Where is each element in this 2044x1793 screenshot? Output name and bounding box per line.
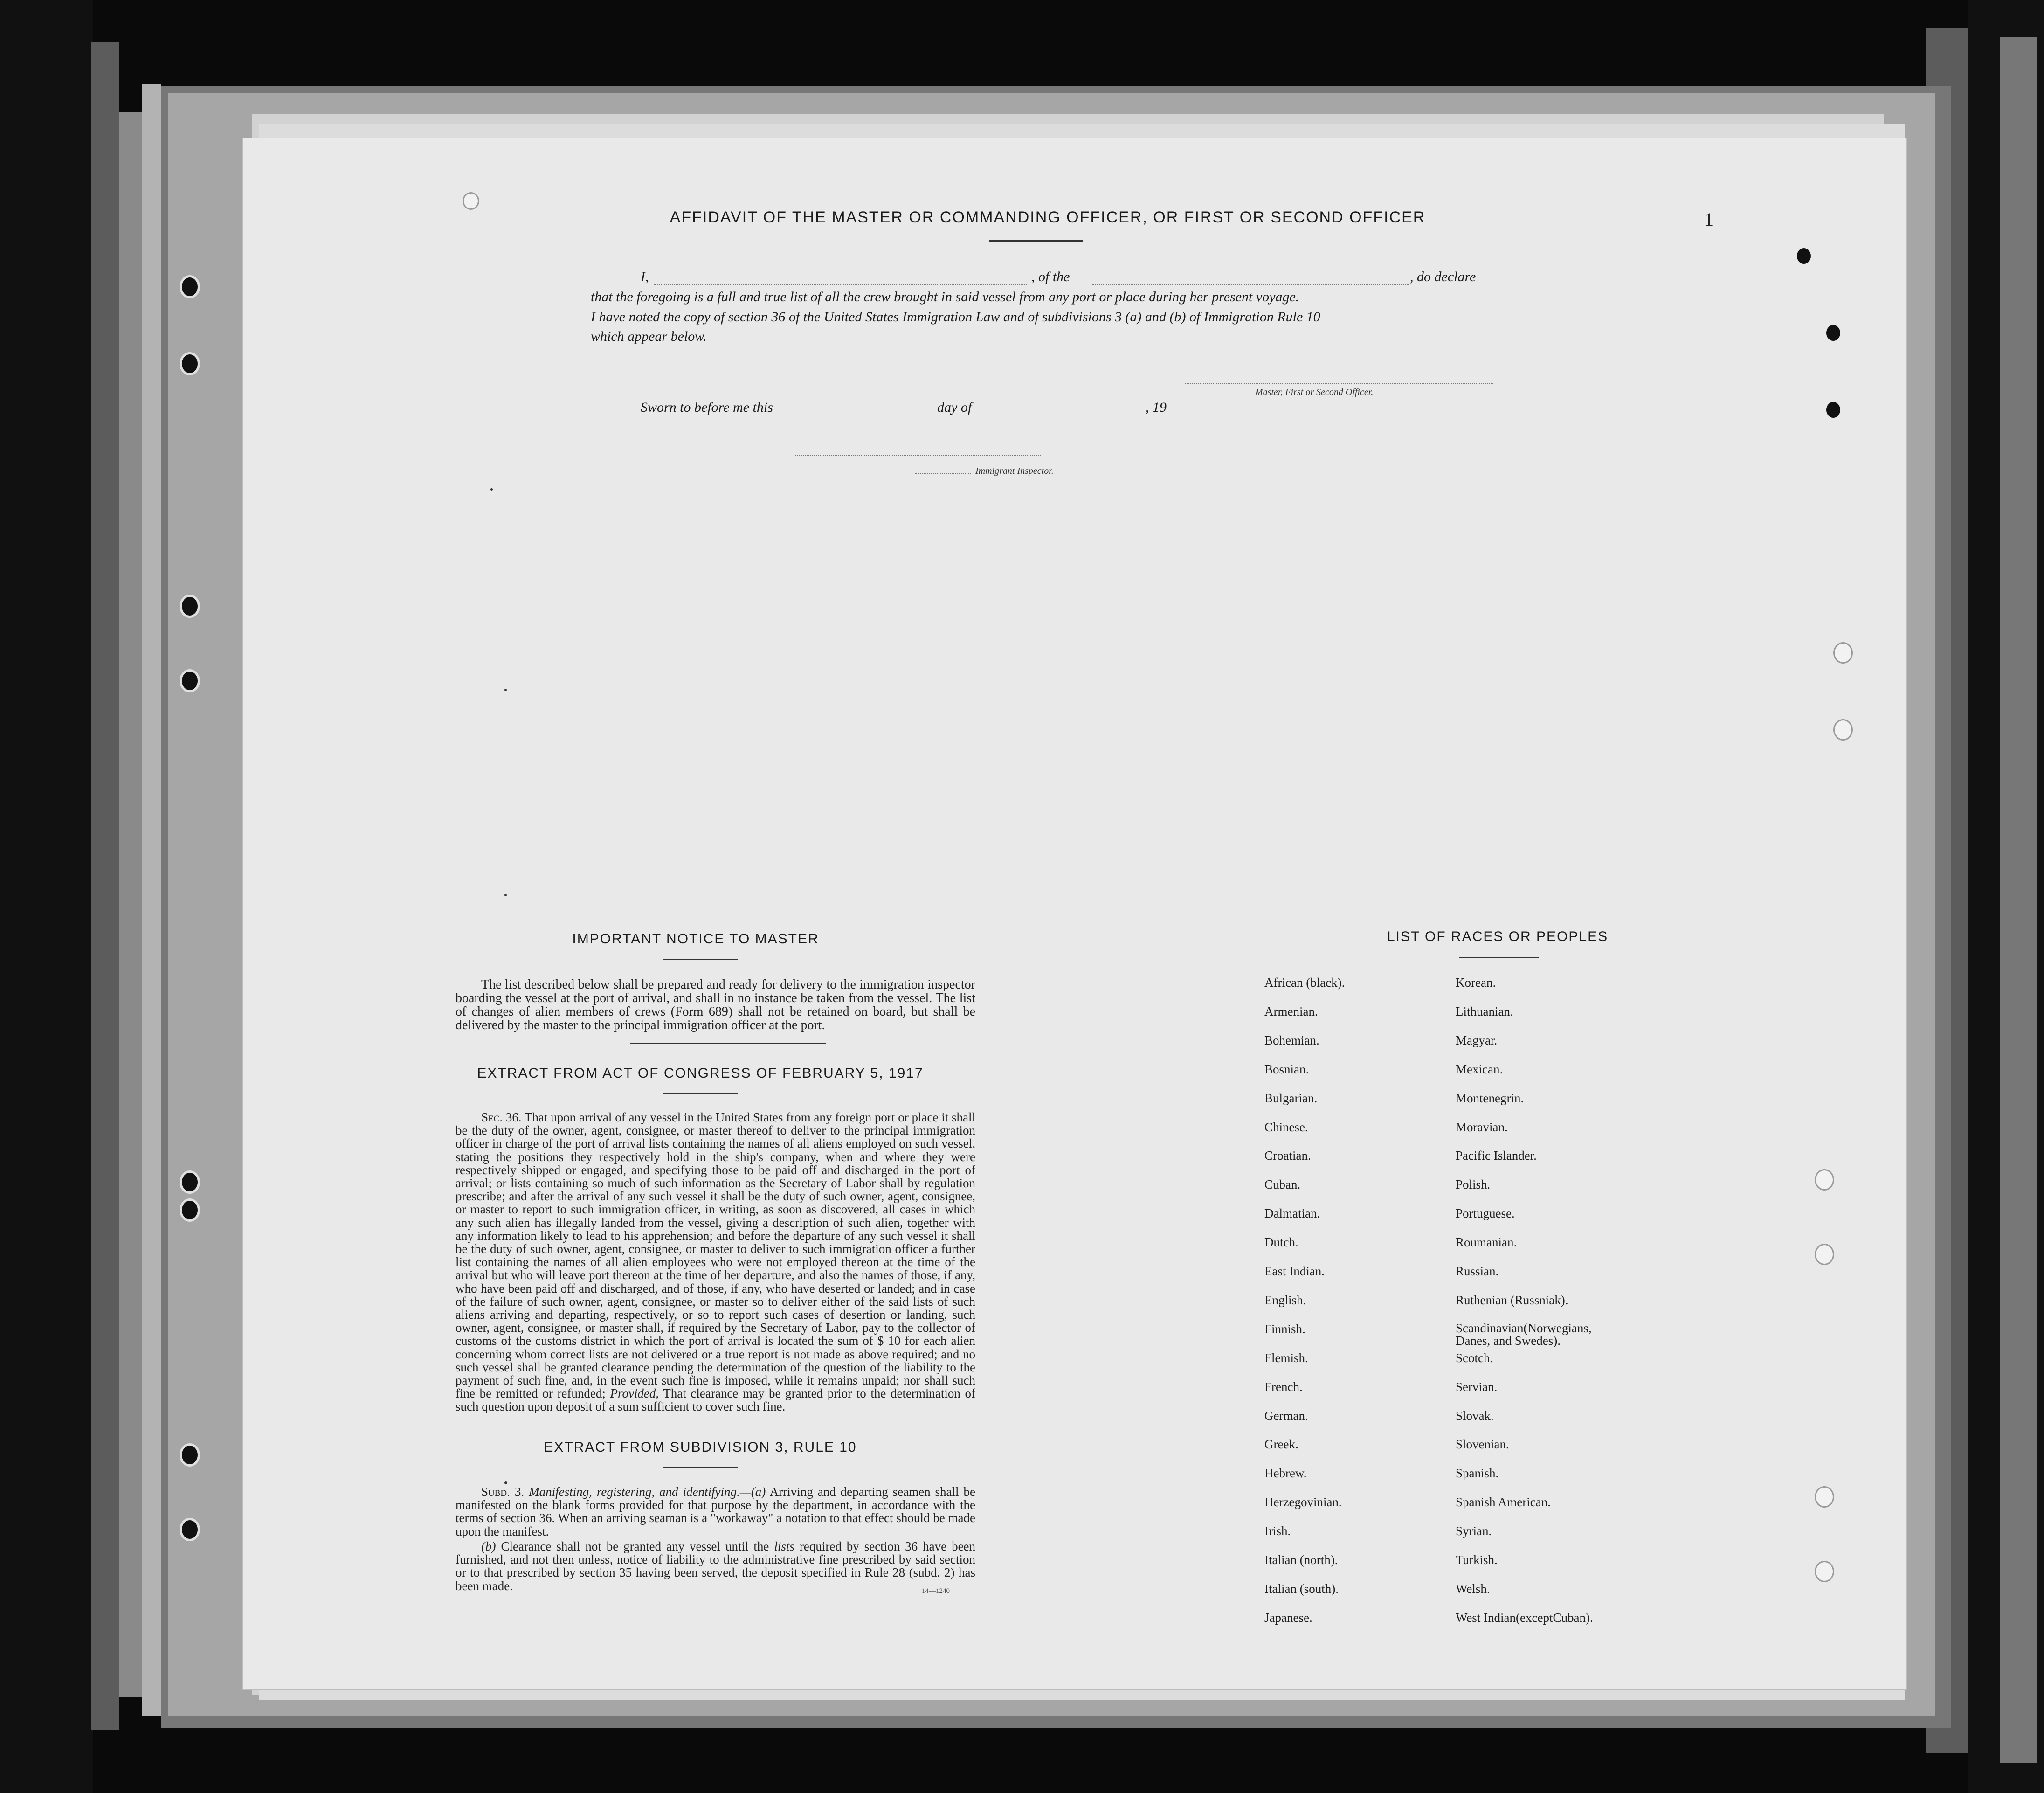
race-item: Lithuanian. bbox=[1456, 1004, 1513, 1018]
act-title: EXTRACT FROM ACT OF CONGRESS OF FEBRUARY 5, 1917 bbox=[477, 1066, 924, 1081]
race-item: Russian. bbox=[1456, 1264, 1499, 1278]
master-caption: Master, First or Second Officer. bbox=[1255, 387, 1374, 397]
act-section-tail: That clearance may be granted prior to the determination of such question upon deposit of a sum sufficient to cover such fine. bbox=[456, 1386, 976, 1414]
affidavit-of-the: , of the bbox=[1031, 269, 1070, 284]
inspector-signature-line[interactable] bbox=[794, 455, 1041, 456]
stray-mark bbox=[504, 689, 507, 691]
race-item: Greek. bbox=[1264, 1437, 1298, 1452]
race-item: Bosnian. bbox=[1264, 1062, 1309, 1076]
binder-strip-left-inner bbox=[119, 112, 142, 1697]
stray-mark bbox=[504, 1481, 507, 1484]
punch-mark bbox=[1797, 248, 1811, 264]
page-hole bbox=[463, 192, 479, 210]
page-hole bbox=[1815, 1244, 1834, 1265]
form-code: 14—1240 bbox=[922, 1587, 950, 1595]
race-item: Ruthenian (Russniak). bbox=[1456, 1293, 1568, 1307]
race-item: Magyar. bbox=[1456, 1033, 1498, 1047]
sworn-day-of: day of bbox=[937, 400, 972, 415]
race-item: English. bbox=[1264, 1293, 1306, 1307]
race-item: Finnish. bbox=[1264, 1322, 1305, 1336]
rule-subd-heading: Manifesting, registering, and identifying.—(a) bbox=[529, 1485, 766, 1499]
page-hole bbox=[1833, 642, 1853, 664]
affidavit-declare: , do declare bbox=[1410, 269, 1476, 284]
race-item: Italian (north). bbox=[1264, 1553, 1338, 1567]
race-item: Cuban. bbox=[1264, 1177, 1301, 1192]
races-title: LIST OF RACES OR PEOPLES bbox=[1387, 929, 1609, 944]
affidavit-line-2: that the foregoing is a full and true list of all the crew brought in said vessel from any port or place during her present voyage. bbox=[591, 289, 1299, 305]
binder-strip-left bbox=[91, 42, 119, 1730]
form-page bbox=[242, 138, 1907, 1690]
binder-hole bbox=[180, 1518, 200, 1541]
race-item: Mexican. bbox=[1456, 1062, 1503, 1076]
race-item: Roumanian. bbox=[1456, 1235, 1517, 1250]
race-item: Spanish American. bbox=[1456, 1495, 1551, 1509]
race-item: Dalmatian. bbox=[1264, 1206, 1320, 1221]
act-section-lead: Sec. 36. bbox=[481, 1110, 522, 1124]
act-provided: Provided, bbox=[610, 1386, 659, 1401]
race-item: Korean. bbox=[1456, 976, 1496, 990]
race-item: East Indian. bbox=[1264, 1264, 1325, 1278]
affidavit-i: I, bbox=[641, 269, 649, 284]
race-item: Portuguese. bbox=[1456, 1206, 1515, 1221]
page-number: 1 bbox=[1704, 209, 1713, 230]
rule-b-lists: lists bbox=[774, 1539, 794, 1553]
race-item: Bulgarian. bbox=[1264, 1091, 1318, 1105]
film-edge-left bbox=[0, 0, 93, 1793]
binder-hole bbox=[180, 275, 200, 298]
race-item: Armenian. bbox=[1264, 1004, 1318, 1018]
master-signature-line[interactable] bbox=[1185, 383, 1493, 384]
notice-text: The list described below shall be prepared and ready for delivery to the immigration inspector boarding the vessel at the port of arrival, and shall in no instance be taken from the vessel. The list of changes of alien members of crews (Form 689) shall not be retained on board, but shall be delivered by the master to the principal immigration officer at the port. bbox=[456, 977, 975, 1032]
affidavit-line-1 bbox=[243, 269, 1829, 288]
act-text bbox=[456, 1111, 975, 1413]
stray-mark bbox=[490, 488, 493, 491]
race-item: Italian (south). bbox=[1264, 1581, 1339, 1596]
race-item: African (black). bbox=[1264, 976, 1345, 990]
race-item: Herzegovinian. bbox=[1264, 1495, 1342, 1509]
rule-b-lead: (b) bbox=[481, 1539, 496, 1553]
race-item: Montenegrin. bbox=[1456, 1091, 1524, 1105]
race-item: Welsh. bbox=[1456, 1581, 1490, 1596]
race-item: Hebrew. bbox=[1264, 1466, 1307, 1481]
sworn-year: , 19 bbox=[1146, 400, 1167, 415]
rule-b-text bbox=[456, 1540, 975, 1592]
race-item: Spanish. bbox=[1456, 1466, 1499, 1481]
affidavit-title: AFFIDAVIT OF THE MASTER OR COMMANDING OFFICER, OR FIRST OR SECOND OFFICER bbox=[670, 208, 1426, 226]
race-item: Servian. bbox=[1456, 1379, 1498, 1394]
notice-title-rule bbox=[663, 959, 738, 960]
race-item: Irish. bbox=[1264, 1524, 1291, 1538]
inspector-caption-lead bbox=[915, 473, 971, 474]
rule-title-rule bbox=[663, 1467, 738, 1468]
race-item: Polish. bbox=[1456, 1177, 1491, 1192]
name-blank[interactable] bbox=[654, 284, 1027, 285]
race-item: French. bbox=[1264, 1379, 1303, 1394]
sworn-line bbox=[243, 400, 1829, 418]
race-item: West Indian(exceptCuban). bbox=[1456, 1610, 1593, 1625]
title-rule bbox=[989, 240, 1083, 242]
notice-divider bbox=[630, 1043, 826, 1044]
sworn-label: Sworn to before me this bbox=[641, 400, 773, 415]
rule-b-body-2: required by section 36 have been furnished, and not then unless, notice of liability to the administrative fine prescribed by said section or to that prescribed by section 35 having been served, the deposit specified in Rule 28 (subd. 2) has been made. bbox=[456, 1539, 976, 1593]
race-item: German. bbox=[1264, 1408, 1308, 1423]
binder-strip-left-edge bbox=[142, 84, 161, 1716]
race-item: Turkish. bbox=[1456, 1553, 1498, 1567]
page-hole bbox=[1815, 1169, 1834, 1191]
rule-subd-body: Arriving and departing seamen shall be manifested on the blank forms provided for that purpose by the department, in accordance with the terms of section 36. When an arriving seaman is a "workaway" a notation to that effect should be made upon the manifest. bbox=[456, 1485, 976, 1538]
rule-subd-text bbox=[456, 1485, 975, 1538]
stray-mark bbox=[504, 894, 507, 896]
race-item: Moravian. bbox=[1456, 1120, 1508, 1134]
race-item: Scandinavian(Norwegians, Danes, and Swedes). bbox=[1456, 1321, 1592, 1348]
race-item: Bohemian. bbox=[1264, 1033, 1319, 1047]
notice-title: IMPORTANT NOTICE TO MASTER bbox=[572, 931, 819, 947]
binder-hole bbox=[180, 352, 200, 375]
page-hole bbox=[1833, 719, 1853, 741]
binder-hole bbox=[180, 1443, 200, 1467]
rule-subd-lead: Subd. 3. bbox=[481, 1485, 525, 1499]
binder-hole bbox=[180, 669, 200, 692]
affidavit-line-4: which appear below. bbox=[591, 329, 707, 344]
races-title-rule bbox=[1459, 957, 1539, 958]
act-section-body: That upon arrival of any vessel in the United States from any foreign port or place it shall be the duty of the owner, agent, consignee, or master thereof to deliver to the principal immigration officer in charge of the port of arrival lists containing the names of all aliens employed on such vessel, stating the positions they respectively hold in the ship's company, when and where they were respectively shipped or engaged, and specifying those to be paid off and discharged in the port of arrival; or lists containing so much of such information as the Secretary of Labor shall by regulation prescribe; and after the arrival of any such vessel it shall be the duty of such owner, agent, consignee, or master to report to such immigration officer, in writing, as soon as discovered, all cases in which any such alien has illegally landed from the vessel, giving a description of such alien, together with any information likely to lead to his apprehension; and before the departure of any such vessel it shall be the duty of such owner, agent, consignee, or master to deliver to such immigration officer a further list containing the names of all alien employees who were not employed thereon at the time of the arrival but who will leave port thereon at the time of her departure, and also the names of those, if any, who have been paid off and discharged, and of those, if any, who have deserted or landed; and in case of the failure of such owner, agent, consignee, or master so to deliver either of the said lists of such aliens arriving and departing, respectively, or so to report such cases of desertion or landing, such owner, agent, consignee, or master shall, if required by the Secretary of Labor, pay to the collector of customs of the customs district in which the port of arrival is located the sum of $ 10 for each alien concerning whom correct lists are not delivered or a true report is not made as above required; and no such vessel shall be granted clearance pending the determination of the question of the liability to the payment of such fine, and, in the event such fine is imposed, while it remains unpaid; nor shall such fine be remitted or refunded; bbox=[456, 1110, 976, 1401]
race-item: Japanese. bbox=[1264, 1610, 1312, 1625]
race-item: Flemish. bbox=[1264, 1350, 1308, 1365]
race-item: Scotch. bbox=[1456, 1350, 1493, 1365]
binder-hole bbox=[180, 1170, 200, 1194]
punch-mark bbox=[1826, 325, 1840, 341]
binder-strip-right-edge bbox=[2000, 37, 2037, 1763]
race-item: Chinese. bbox=[1264, 1120, 1308, 1134]
vessel-blank[interactable] bbox=[1092, 284, 1409, 285]
race-item: Slovenian. bbox=[1456, 1437, 1509, 1452]
race-item: Syrian. bbox=[1456, 1524, 1492, 1538]
binder-hole bbox=[180, 595, 200, 618]
rule-b-body-1: Clearance shall not be granted any vessel until the bbox=[501, 1539, 769, 1553]
inspector-caption: Immigrant Inspector. bbox=[975, 466, 1054, 476]
rule-title: EXTRACT FROM SUBDIVISION 3, RULE 10 bbox=[544, 1440, 857, 1455]
race-item: Dutch. bbox=[1264, 1235, 1298, 1250]
affidavit-line-3: I have noted the copy of section 36 of the United States Immigration Law and of subdivisions 3 (a) and (b) of Immigration Rule 10 bbox=[591, 309, 1320, 325]
binder-hole bbox=[180, 1198, 200, 1222]
act-title-rule bbox=[663, 1093, 738, 1094]
race-item: Pacific Islander. bbox=[1456, 1149, 1537, 1163]
race-item: Slovak. bbox=[1456, 1408, 1494, 1423]
page-hole bbox=[1815, 1561, 1834, 1582]
page-hole bbox=[1815, 1486, 1834, 1508]
race-item: Croatian. bbox=[1264, 1149, 1311, 1163]
